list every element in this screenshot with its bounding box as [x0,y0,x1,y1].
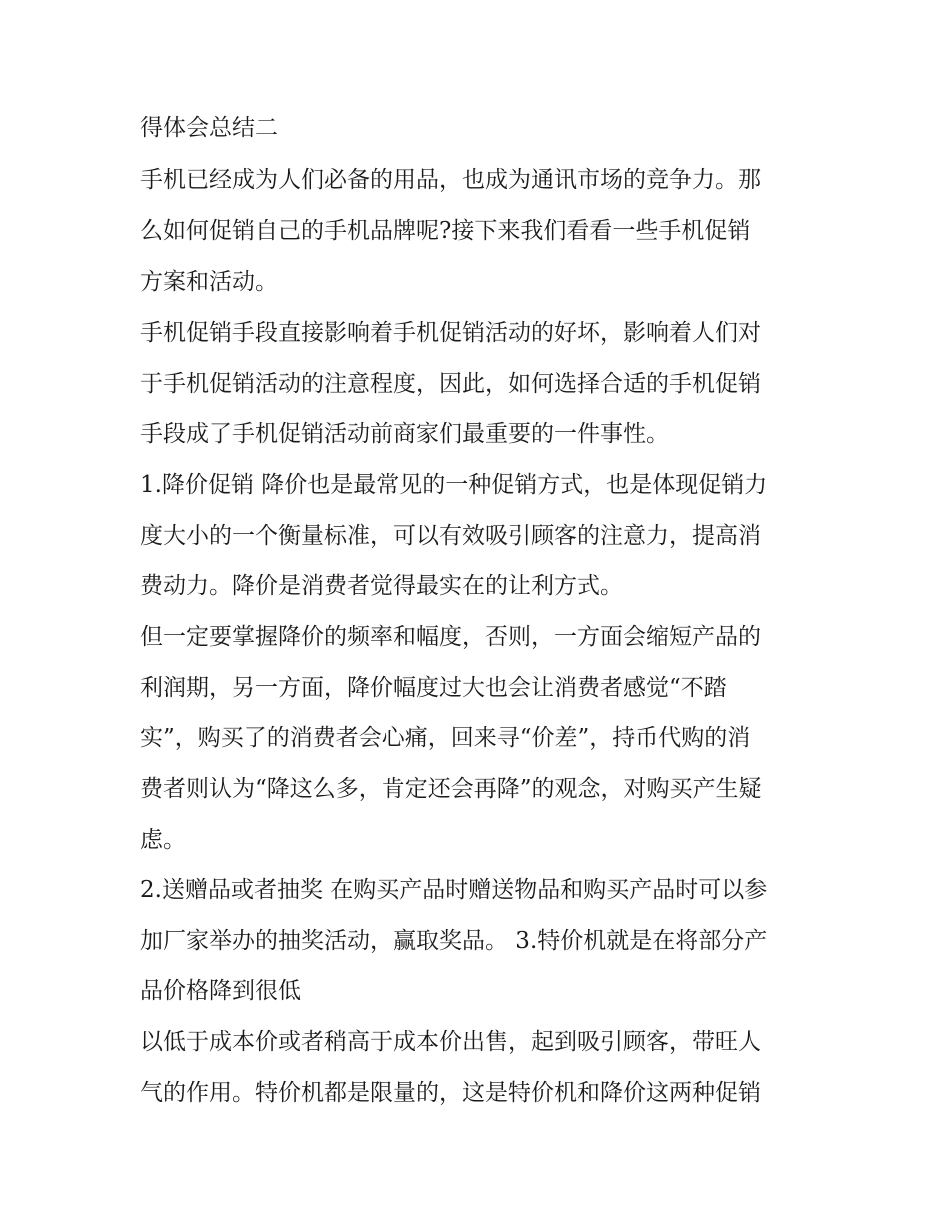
body-line-14: 虑。 [140,827,186,853]
body-line-3: 方案和活动。 [140,269,278,295]
body-line-10: 但一定要掌握降价的频率和幅度，否则，一方面会缩短产品的 [140,624,761,650]
body-line-11: 利润期，另一方面，降价幅度过大也会让消费者感觉“不踏 [140,675,727,701]
body-line-16: 加厂家举办的抽奖活动，赢取奖品。 3.特价机就是在将部分产 [140,928,768,954]
body-line-6: 手段成了手机促销活动前商家们最重要的一件事性。 [140,421,669,447]
body-line-17: 品价格降到很低 [140,978,301,1004]
body-line-1: 手机已经成为人们必备的用品，也成为通讯市场的竞争力。那 [140,167,761,193]
body-line-12: 实”，购买了的消费者会心痛，回来寻“价差”，持币代购的消 [140,725,751,751]
body-line-4: 手机促销手段直接影响着手机促销活动的好坏，影响着人们对 [140,320,761,346]
body-line-15: 2.送赠品或者抽奖 在购买产品时赠送物品和购买产品时可以参 [140,877,768,903]
body-line-8: 度大小的一个衡量标准，可以有效吸引顾客的注意力，提高消 [140,523,761,549]
body-line-7: 1.降价促销 降价也是最常见的一种促销方式，也是体现促销力 [140,472,768,498]
body-line-13: 费者则认为“降这么多，肯定还会再降”的观念，对购买产生疑 [140,776,762,802]
body-line-2: 么如何促销自己的手机品牌呢?接下来我们看看一些手机促销 [140,218,751,244]
body-line-9: 费动力。降价是消费者觉得最实在的让利方式。 [140,573,623,599]
body-line-19: 气的作用。特价机都是限量的，这是特价机和降价这两种促销 [140,1080,761,1106]
body-line-18: 以低于成本价或者稍高于成本价出售，起到吸引顾客，带旺人 [140,1029,761,1055]
heading-line: 得体会总结二 [140,115,278,141]
body-line-5: 于手机促销活动的注意程度，因此，如何选择合适的手机促销 [140,371,761,397]
